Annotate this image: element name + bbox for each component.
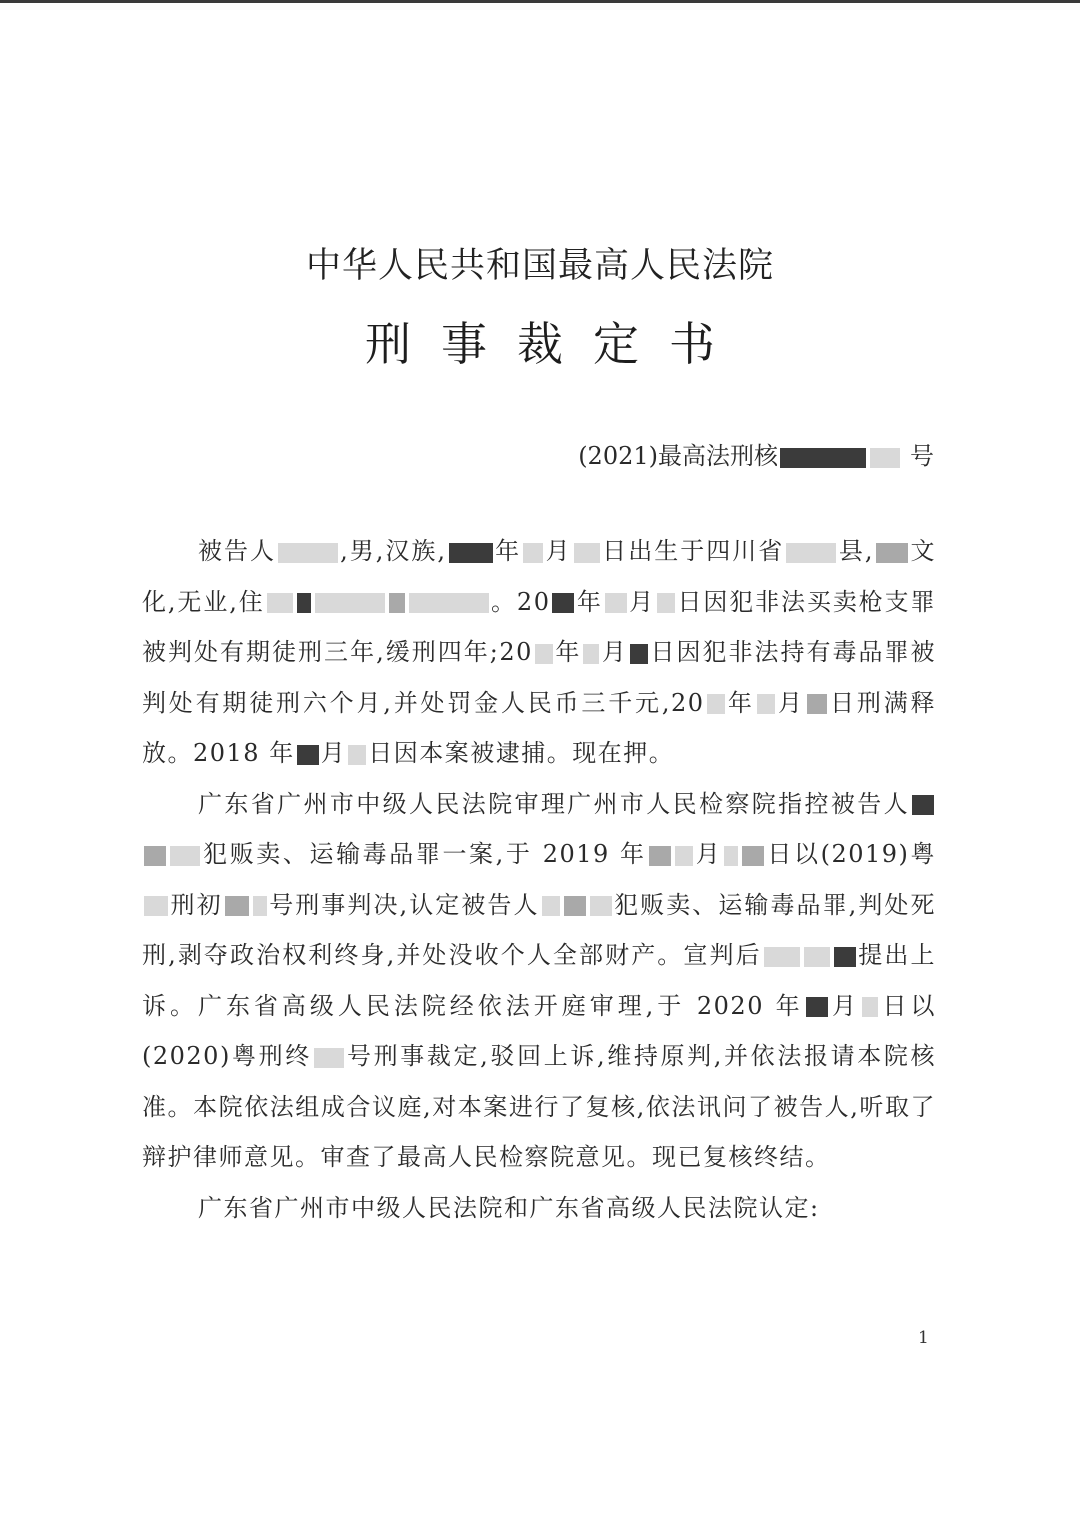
redaction-block <box>314 1048 344 1068</box>
document-title: 刑事裁定书 <box>365 317 745 371</box>
redaction-block <box>630 644 648 664</box>
redaction-block <box>807 694 827 714</box>
redaction-block <box>724 846 738 866</box>
redaction-block <box>225 896 249 916</box>
redaction-block <box>535 644 553 664</box>
redaction-block <box>170 846 200 866</box>
redaction-block <box>348 745 366 765</box>
case-number-suffix: 号 <box>910 442 934 470</box>
findings-paragraph: 广东省广州市中级人民法院和广东省高级人民法院认定: <box>198 1193 820 1222</box>
redaction-block <box>144 896 168 916</box>
redaction-block <box>834 947 856 967</box>
redaction-block <box>870 448 900 468</box>
redaction-block <box>267 593 293 613</box>
redaction-block <box>912 795 934 815</box>
redaction-block <box>297 745 319 765</box>
redaction-block <box>297 593 311 613</box>
redaction-block <box>574 543 600 563</box>
redaction-block <box>764 947 800 967</box>
document-body <box>142 526 936 1233</box>
redaction-block <box>583 644 599 664</box>
redaction-block <box>278 543 338 563</box>
redaction-block <box>552 593 574 613</box>
redaction-block <box>649 846 671 866</box>
redaction-block <box>144 846 166 866</box>
page-number: 1 <box>918 1328 929 1348</box>
redaction-block <box>707 694 725 714</box>
redaction-block <box>564 896 586 916</box>
redaction-block <box>389 593 405 613</box>
proceedings-paragraph: 广东省广州市中级人民法院审理广州市人民检察院指控被告人犯贩卖、运输毒品罪一案,于 2019 年 月 日以(2019)粤刑初 号刑事判决,认定被告人 犯贩卖、运输毒品罪,判处死刑,剥夺政治权利终身,并处没收个人全部财产。宣判后 提出上诉。广东省高级人民法院经依法开庭审理,于 2020 年 月 日以(2020)粤刑终 号刑事裁定,驳回上诉,维持原判,并依法报请本院核准。本院依法组成合议庭,对本案进行了复核,依法讯问了被告人,听取了辩护律师意见。审查了最高人民检察院意见。现已复核终结。 <box>142 789 937 1171</box>
redaction-block <box>605 593 627 613</box>
redaction-block <box>409 593 489 613</box>
redaction-block <box>315 593 385 613</box>
case-number <box>578 436 934 471</box>
redaction-block <box>449 543 493 563</box>
redaction-block <box>542 896 560 916</box>
redaction-block <box>657 593 675 613</box>
redaction-block <box>757 694 775 714</box>
scan-top-edge <box>0 0 1080 3</box>
redaction-block <box>786 543 836 563</box>
court-name: 中华人民共和国最高人民法院 <box>305 246 774 286</box>
case-number-prefix: (2021)最高法刑核 <box>578 442 778 470</box>
redaction-block <box>804 947 830 967</box>
redaction-block <box>590 896 612 916</box>
redaction-block <box>523 543 543 563</box>
redaction-block <box>742 846 764 866</box>
redaction-block <box>780 448 866 468</box>
redaction-block <box>806 997 828 1017</box>
redaction-block <box>675 846 693 866</box>
redaction-block <box>876 543 908 563</box>
redaction-block <box>862 997 878 1017</box>
defendant-paragraph: 被告人 ,男,汉族, 年 月 日出生于四川省 县, 文化,无业,住 。20 年 月 日因犯非法买卖枪支罪被判处有期徒刑三年,缓刑四年;20 年 月 日因犯非法持有毒品罪被判处有期徒刑六个月,并处罚金人民币三千元,20 年 月 日刑满释放。2018 年 月 日因本案被逮捕。现在押。 <box>142 537 937 767</box>
redaction-block <box>253 896 267 916</box>
